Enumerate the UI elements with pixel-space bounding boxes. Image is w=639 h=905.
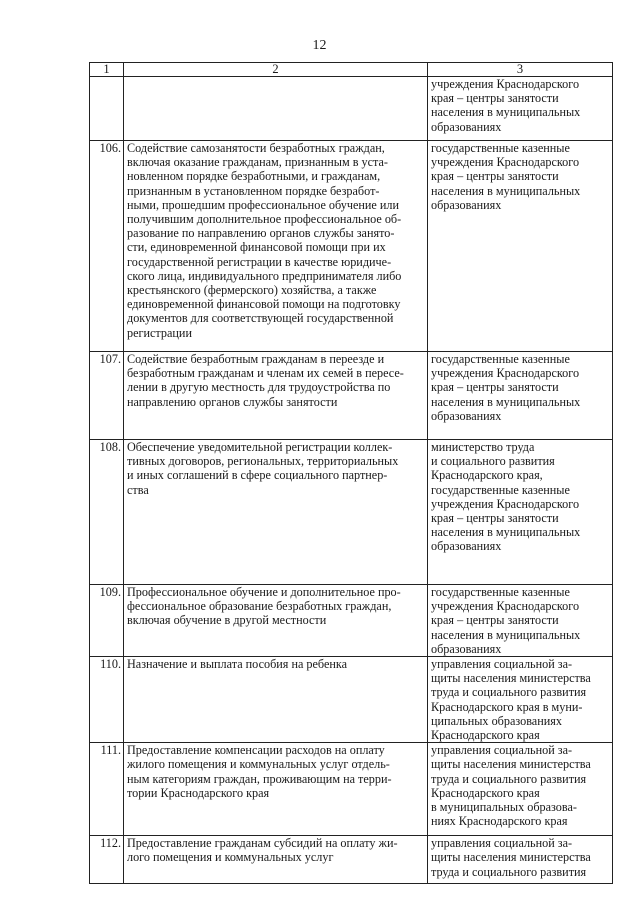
responsible-line: щиты населения министерства <box>431 757 591 772</box>
description-line: включая обучение в другой местности <box>127 613 327 628</box>
description-line: государственной регистрации в качестве юридиче- <box>127 254 392 269</box>
description-line: ным категориям граждан, проживающим на терри- <box>127 771 392 786</box>
description-line: Содействие самозанятости безработных граждан, <box>127 141 385 155</box>
description-line: включая оказание гражданам, признанным в уста- <box>127 155 388 170</box>
responsible-line: края – центры занятости <box>431 511 559 526</box>
responsible-line: управления социальной за- <box>431 836 573 851</box>
responsible-line: образованиях <box>431 408 502 423</box>
responsible-line: населения в муниципальных <box>431 183 581 198</box>
responsible-line: учреждения Краснодарского <box>431 77 580 91</box>
responsible-line: в муниципальных образова- <box>431 800 577 815</box>
responsible-line: образованиях <box>431 641 502 656</box>
description-line: Назначение и выплата пособия на ребенка <box>127 657 348 672</box>
responsible-body <box>428 743 613 836</box>
responsible-line: государственные казенные <box>431 352 570 366</box>
service-description <box>124 352 428 440</box>
description-line: единовременной финансовой помощи на подготовку <box>127 297 401 312</box>
page-number: 12 <box>312 38 327 53</box>
responsible-line: Краснодарского края <box>431 728 540 743</box>
responsible-line: государственные казенные <box>431 482 570 497</box>
table-row <box>90 141 613 352</box>
responsible-line: населения в муниципальных <box>431 105 581 120</box>
table-row <box>90 77 613 141</box>
service-description <box>124 657 428 743</box>
responsible-line: труда и социального развития <box>431 685 587 700</box>
responsible-line: государственные казенные <box>431 585 570 599</box>
responsible-line: населения в муниципальных <box>431 394 581 409</box>
responsible-line: края – центры занятости <box>431 380 559 395</box>
responsible-line: управления социальной за- <box>431 657 573 672</box>
description-line: Содействие безработным гражданам в переезде и <box>127 352 385 366</box>
description-line: фессиональное образование безработных граждан, <box>127 599 392 614</box>
responsible-line: труда и социального развития <box>431 771 587 786</box>
responsible-line: управления социальной за- <box>431 743 573 758</box>
description-line: лого помещения и коммунальных услуг <box>127 850 334 865</box>
table-row <box>90 657 613 743</box>
services-table <box>89 62 613 884</box>
responsible-body <box>428 141 613 352</box>
description-line: разование по направлению органов службы занято- <box>127 226 395 241</box>
table-row <box>90 585 613 657</box>
description-line: Предоставление гражданам субсидий на оплату жи- <box>127 836 398 851</box>
responsible-line: Краснодарского края <box>431 785 540 800</box>
service-description <box>124 77 428 141</box>
responsible-line: края – центры занятости <box>431 91 559 106</box>
responsible-body <box>428 440 613 585</box>
responsible-line: образованиях <box>431 119 502 134</box>
column-header-3: 3 <box>428 63 613 77</box>
responsible-line: Краснодарского края, <box>431 468 543 483</box>
responsible-line: учреждения Краснодарского <box>431 366 580 381</box>
description-line: документов для соответствующей государственной <box>127 311 394 326</box>
table-row <box>90 836 613 884</box>
description-line: Предоставление компенсации расходов на оплату <box>127 743 385 758</box>
responsible-line: и социального развития <box>431 454 555 469</box>
row-number <box>90 77 124 141</box>
responsible-line: Краснодарского края в муни- <box>431 699 583 714</box>
description-line: регистрации <box>127 325 192 340</box>
description-line: сти, единовременной финансовой помощи при их <box>127 240 386 255</box>
description-line: Обеспечение уведомительной регистрации коллек- <box>127 440 393 454</box>
responsible-body <box>428 352 613 440</box>
description-line: признанным в установленном порядке безработ- <box>127 183 380 198</box>
responsible-line: населения в муниципальных <box>431 525 581 540</box>
description-line: крестьянского (фермерского) хозяйства, а также <box>127 283 377 298</box>
column-header-2: 2 <box>124 63 428 77</box>
service-description <box>124 743 428 836</box>
row-number: 109. <box>90 585 124 657</box>
responsible-body <box>428 657 613 743</box>
row-number: 107. <box>90 352 124 440</box>
description-line: получившим дополнительное профессиональное об- <box>127 212 402 227</box>
responsible-line: образованиях <box>431 197 502 212</box>
table-row <box>90 440 613 585</box>
responsible-line: учреждения Краснодарского <box>431 496 580 511</box>
description-line: и иных соглашений в сфере социального партнер- <box>127 468 388 483</box>
description-line: жилого помещения и коммунальных услуг отдель- <box>127 757 390 772</box>
responsible-line: учреждения Краснодарского <box>431 155 580 170</box>
responsible-body <box>428 836 613 884</box>
description-line: тории Краснодарского края <box>127 785 270 800</box>
description-line: лении в другую местность для трудоустройства по <box>127 380 391 395</box>
service-description <box>124 440 428 585</box>
description-line: новленном порядке безработными, и гражданам, <box>127 169 381 184</box>
description-line: тивных договоров, региональных, территориальных <box>127 454 399 469</box>
table-row <box>90 352 613 440</box>
column-header-1: 1 <box>90 63 124 77</box>
responsible-line: труда и социального развития <box>431 864 587 879</box>
service-description <box>124 585 428 657</box>
description-line: безработным гражданам и членам их семей в пересе- <box>127 366 404 381</box>
service-description <box>124 836 428 884</box>
table-row <box>90 743 613 836</box>
table-header-row <box>90 63 613 77</box>
responsible-body <box>428 77 613 141</box>
responsible-line: населения в муниципальных <box>431 627 581 642</box>
row-number: 108. <box>90 440 124 585</box>
row-number: 106. <box>90 141 124 352</box>
responsible-line: края – центры занятости <box>431 613 559 628</box>
responsible-line: государственные казенные <box>431 141 570 155</box>
responsible-line: края – центры занятости <box>431 169 559 184</box>
service-description <box>124 141 428 352</box>
responsible-line: ципальных образованиях <box>431 713 562 728</box>
description-line: ства <box>127 482 149 497</box>
row-number: 110. <box>90 657 124 743</box>
responsible-line: щиты населения министерства <box>431 671 591 686</box>
responsible-line: образованиях <box>431 539 502 554</box>
responsible-line: ниях Краснодарского края <box>431 814 568 829</box>
row-number: 111. <box>90 743 124 836</box>
description-line: направлению органов службы занятости <box>127 394 338 409</box>
description-line: Профессиональное обучение и дополнительное про- <box>127 585 401 599</box>
row-number: 112. <box>90 836 124 884</box>
description-line: ского лица, индивидуального предпринимателя либо <box>127 268 402 283</box>
responsible-line: щиты населения министерства <box>431 850 591 865</box>
responsible-line: министерство труда <box>431 440 535 454</box>
description-line: ными, прошедшим профессиональное обучение или <box>127 197 399 212</box>
responsible-body <box>428 585 613 657</box>
responsible-line: учреждения Краснодарского <box>431 599 580 614</box>
